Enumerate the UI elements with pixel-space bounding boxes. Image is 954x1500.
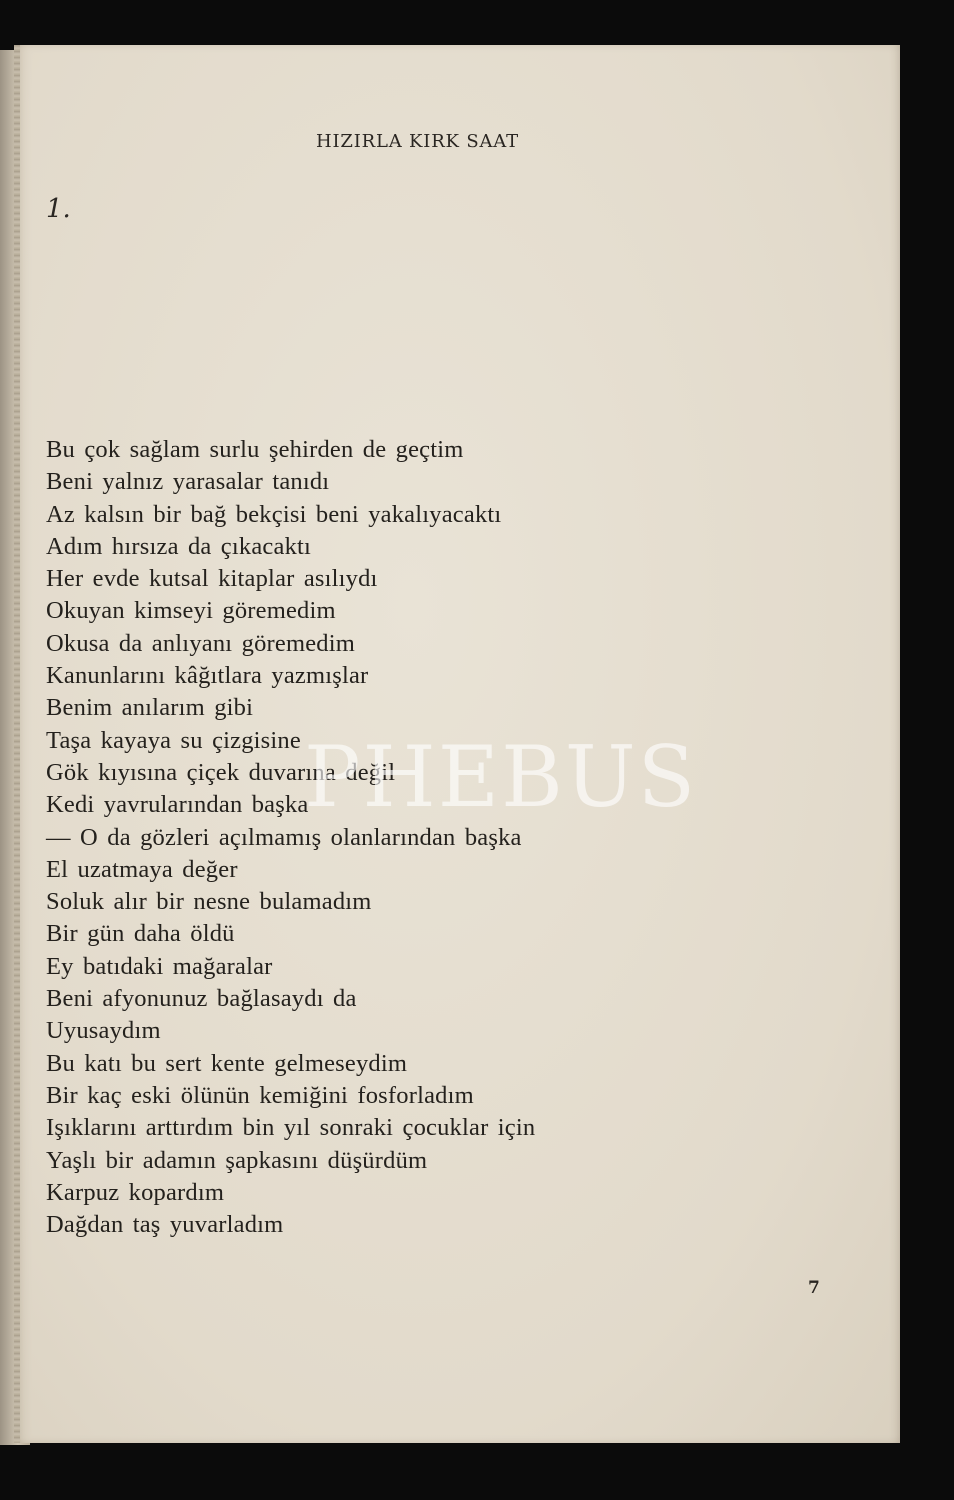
poem-line: Okusa da anlıyanı göremedim bbox=[46, 629, 355, 657]
poem-line: Okuyan kimseyi göremedim bbox=[46, 597, 336, 625]
poem-line: — O da gözleri açılmamış olanlarından başka bbox=[46, 823, 522, 851]
poem-line: Kedi yavrularından başka bbox=[46, 791, 309, 819]
poem-line: Bu çok sağlam surlu şehirden de geçtim bbox=[46, 436, 464, 463]
poem-line: Benim anılarım gibi bbox=[46, 694, 254, 722]
poem-line: Her evde kutsal kitaplar asılıydı bbox=[46, 565, 378, 593]
poem-line: Bir gün daha öldü bbox=[46, 920, 235, 948]
poem-line: Kanunlarını kâğıtlara yazmışlar bbox=[46, 662, 369, 690]
poem-line: Beni afyonunuz bağlasaydı da bbox=[46, 985, 357, 1013]
page-number: 7 bbox=[808, 1278, 820, 1298]
poem-text bbox=[46, 434, 535, 1241]
running-head: HIZIRLA KIRK SAAT bbox=[316, 131, 519, 152]
watermark: PHEBUS bbox=[304, 728, 698, 826]
poem-line: Beni yalnız yarasalar tanıdı bbox=[46, 468, 330, 496]
poem-line: Karpuz kopardım bbox=[46, 1178, 225, 1206]
section-number: 1. bbox=[46, 194, 71, 224]
poem-line: Az kalsın bir bağ bekçisi beni yakalıyacaktı bbox=[46, 500, 502, 528]
poem-line: Uyusaydım bbox=[46, 1017, 161, 1045]
poem-line: Soluk alır bir nesne bulamadım bbox=[46, 888, 372, 916]
poem-line: Ey batıdaki mağaralar bbox=[46, 952, 273, 980]
page-binding-edge bbox=[14, 45, 20, 1443]
poem-line: Adım hırsıza da çıkacaktı bbox=[46, 532, 312, 560]
poem-line: El uzatmaya değer bbox=[46, 855, 238, 883]
poem-line: Gök kıyısına çiçek duvarına değil bbox=[46, 758, 396, 786]
poem-line: Bir kaç eski ölünün kemiğini fosforladım bbox=[46, 1081, 474, 1109]
poem-line: Yaşlı bir adamın şapkasını düşürdüm bbox=[46, 1146, 428, 1174]
poem-line: Işıklarını arttırdım bin yıl sonraki çocuklar için bbox=[46, 1114, 536, 1142]
poem-line: Dağdan taş yuvarladım bbox=[46, 1211, 284, 1239]
poem-line: Bu katı bu sert kente gelmeseydim bbox=[46, 1049, 408, 1077]
poem-line: Taşa kayaya su çizgisine bbox=[46, 726, 301, 754]
